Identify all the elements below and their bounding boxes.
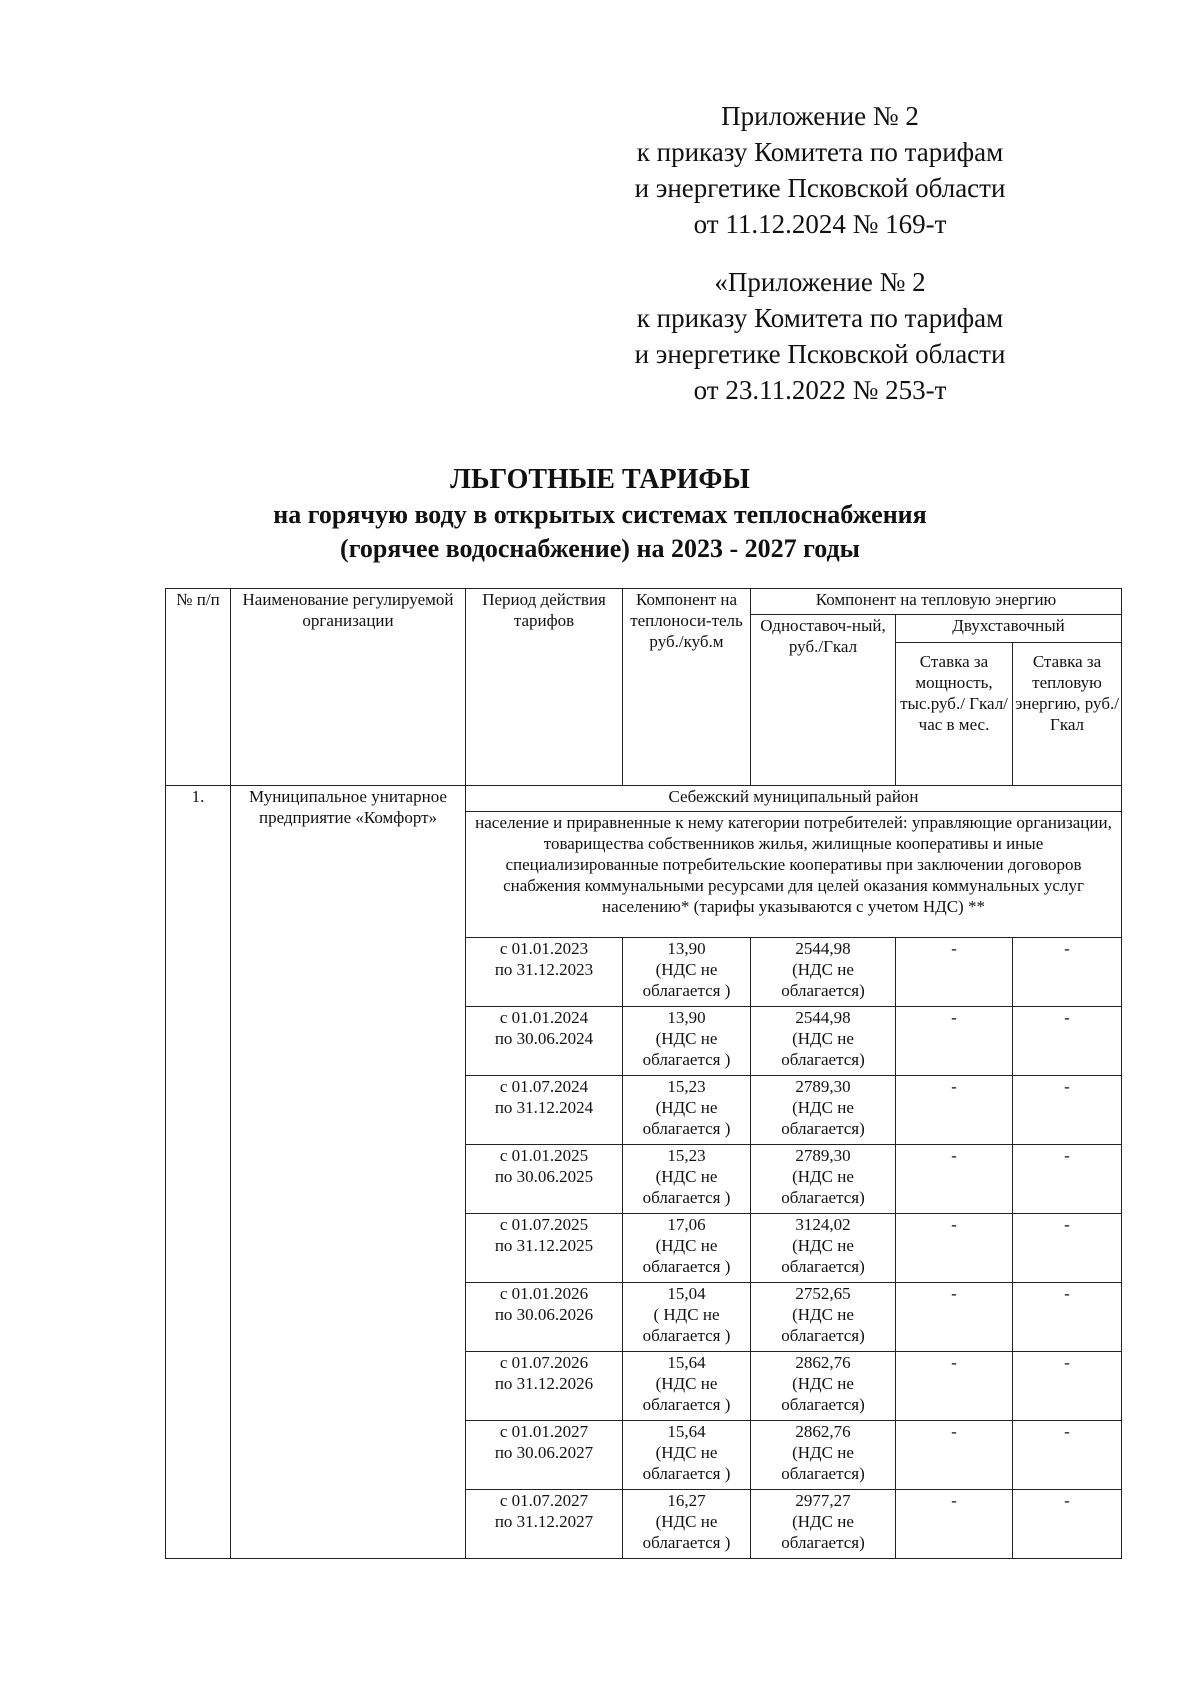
- single-vat-note: (НДС не: [792, 1236, 854, 1255]
- appendix-header-current: [560, 98, 1080, 242]
- single-vat-note-2: облагается): [781, 1533, 865, 1552]
- carrier-vat-note-2: облагается ): [642, 1119, 731, 1138]
- tariff-table: [165, 588, 1122, 1559]
- period-from: с 01.01.2025: [499, 1146, 589, 1165]
- period-cell: [466, 1421, 623, 1490]
- single-vat-note: (НДС не: [792, 1029, 854, 1048]
- period-cell: [466, 1214, 623, 1283]
- capacity-rate-cell: -: [896, 1421, 1013, 1490]
- carrier-value: 16,27: [667, 1491, 706, 1510]
- single-rate-cell: [751, 1283, 896, 1352]
- document-title: [140, 462, 1060, 566]
- period-from: с 01.07.2027: [499, 1491, 589, 1510]
- appendix-authority-line: и энергетике Псковской области: [634, 173, 1006, 203]
- single-rate-cell: [751, 1214, 896, 1283]
- single-rate-value: 2544,98: [795, 939, 851, 958]
- appendix-header-original: [560, 264, 1080, 408]
- carrier-vat-note: (НДС не: [655, 1098, 718, 1117]
- single-rate-value: 2752,65: [795, 1284, 851, 1303]
- period-cell: [466, 1076, 623, 1145]
- single-rate-value: 3124,02: [795, 1215, 851, 1234]
- single-vat-note-2: облагается): [781, 981, 865, 1000]
- single-vat-note-2: облагается): [781, 1257, 865, 1276]
- carrier-vat-note: (НДС не: [655, 1167, 718, 1186]
- single-rate-value: 2862,76: [795, 1353, 851, 1372]
- period-from: с 01.01.2027: [499, 1422, 589, 1441]
- single-rate-cell: [751, 1352, 896, 1421]
- single-rate-cell: [751, 938, 896, 1007]
- single-rate-cell: [751, 1007, 896, 1076]
- carrier-vat-note-2: облагается ): [642, 1326, 731, 1345]
- single-vat-note-2: облагается): [781, 1326, 865, 1345]
- single-vat-note-2: облагается): [781, 1188, 865, 1207]
- carrier-cell: [623, 1076, 751, 1145]
- period-to: по 30.06.2025: [494, 1167, 594, 1186]
- title-subtitle-2: (горячее водоснабжение) на 2023 - 2027 годы: [340, 534, 860, 563]
- carrier-cell: [623, 1352, 751, 1421]
- period-from: с 01.07.2025: [499, 1215, 589, 1234]
- carrier-cell: [623, 1145, 751, 1214]
- capacity-rate-cell: -: [896, 1490, 1013, 1559]
- carrier-vat-note-2: облагается ): [642, 1188, 731, 1207]
- carrier-vat-note-2: облагается ): [642, 1050, 731, 1069]
- period-from: с 01.01.2026: [499, 1284, 589, 1303]
- carrier-vat-note-2: облагается ): [642, 1533, 731, 1552]
- capacity-rate-cell: -: [896, 1352, 1013, 1421]
- thermal-rate-cell: -: [1013, 1490, 1122, 1559]
- carrier-vat-note: (НДС не: [655, 1512, 718, 1531]
- single-vat-note: (НДС не: [792, 1098, 854, 1117]
- single-vat-note-2: облагается): [781, 1464, 865, 1483]
- consumer-category: население и приравненные к нему категории потребителей: управляющие организации, товарищества собственников жилья, жилищные кооперативы и иные специализированные потребительские кооперативы при заключении договоров снабжения коммунальными ресурсами для целей оказания коммунальных услуг населению* (тарифы указываются с учетом НДС) **: [466, 812, 1122, 938]
- appendix-title: Приложение № 2: [721, 101, 919, 131]
- period-to: по 30.06.2024: [494, 1029, 594, 1048]
- appendix-order-line: к приказу Комитета по тарифам: [636, 303, 1004, 333]
- thermal-rate-cell: -: [1013, 1214, 1122, 1283]
- header-carrier: Компонент на теплоноси-тель руб./куб.м: [623, 589, 751, 786]
- single-vat-note: (НДС не: [792, 1374, 854, 1393]
- carrier-cell: [623, 1283, 751, 1352]
- period-cell: [466, 1145, 623, 1214]
- single-rate-cell: [751, 1076, 896, 1145]
- period-cell: [466, 1283, 623, 1352]
- capacity-rate-cell: -: [896, 1076, 1013, 1145]
- single-vat-note-2: облагается): [781, 1050, 865, 1069]
- single-rate-value: 2862,76: [795, 1422, 851, 1441]
- period-from: с 01.07.2024: [499, 1077, 589, 1096]
- period-to: по 31.12.2023: [494, 960, 594, 979]
- title-main: ЛЬГОТНЫЕ ТАРИФЫ: [450, 464, 750, 495]
- period-to: по 30.06.2026: [494, 1305, 594, 1324]
- capacity-rate-cell: -: [896, 1145, 1013, 1214]
- period-from: с 01.01.2024: [499, 1008, 589, 1027]
- period-to: по 31.12.2025: [494, 1236, 594, 1255]
- title-subtitle-1: на горячую воду в открытых системах теплоснабжения: [273, 500, 927, 529]
- carrier-cell: [623, 1490, 751, 1559]
- period-cell: [466, 1490, 623, 1559]
- appendix-date-line: от 11.12.2024 № 169-т: [693, 209, 947, 239]
- capacity-rate-cell: -: [896, 1214, 1013, 1283]
- carrier-vat-note-2: облагается ): [642, 1395, 731, 1414]
- appendix-date-line: от 23.11.2022 № 253-т: [693, 375, 947, 405]
- thermal-rate-cell: -: [1013, 1076, 1122, 1145]
- header-two-rate: Двухставочный: [896, 615, 1122, 643]
- period-from: с 01.01.2023: [499, 939, 589, 958]
- period-to: по 31.12.2027: [494, 1512, 594, 1531]
- single-rate-value: 2977,27: [795, 1491, 851, 1510]
- single-rate-value: 2789,30: [795, 1146, 851, 1165]
- period-cell: [466, 1007, 623, 1076]
- carrier-vat-note-2: облагается ): [642, 1257, 731, 1276]
- carrier-vat-note: (НДС не: [655, 1236, 718, 1255]
- single-rate-value: 2544,98: [795, 1008, 851, 1027]
- appendix-authority-line: и энергетике Псковской области: [634, 339, 1006, 369]
- organization-name: Муниципальное унитарное предприятие «Комфорт»: [231, 786, 466, 1559]
- single-vat-note: (НДС не: [792, 1167, 854, 1186]
- carrier-cell: [623, 1007, 751, 1076]
- carrier-cell: [623, 1421, 751, 1490]
- capacity-rate-cell: -: [896, 938, 1013, 1007]
- header-period: Период действия тарифов: [466, 589, 623, 786]
- single-vat-note: (НДС не: [792, 1512, 854, 1531]
- carrier-vat-note-2: облагается ): [642, 981, 731, 1000]
- carrier-vat-note: (НДС не: [655, 960, 718, 979]
- single-rate-cell: [751, 1421, 896, 1490]
- appendix-title: «Приложение № 2: [714, 267, 926, 297]
- carrier-value: 15,64: [667, 1353, 706, 1372]
- thermal-rate-cell: -: [1013, 1007, 1122, 1076]
- row-number: 1.: [166, 786, 231, 1559]
- period-to: по 31.12.2026: [494, 1374, 594, 1393]
- thermal-rate-cell: -: [1013, 1145, 1122, 1214]
- period-to: по 30.06.2027: [494, 1443, 594, 1462]
- single-vat-note-2: облагается): [781, 1119, 865, 1138]
- appendix-order-line: к приказу Комитета по тарифам: [636, 137, 1004, 167]
- carrier-value: 15,23: [667, 1146, 706, 1165]
- period-cell: [466, 938, 623, 1007]
- single-rate-cell: [751, 1490, 896, 1559]
- single-rate-cell: [751, 1145, 896, 1214]
- capacity-rate-cell: -: [896, 1283, 1013, 1352]
- carrier-value: 15,04: [667, 1284, 706, 1303]
- carrier-value: 15,64: [667, 1422, 706, 1441]
- carrier-value: 17,06: [667, 1215, 706, 1234]
- carrier-cell: [623, 1214, 751, 1283]
- carrier-vat-note: (НДС не: [655, 1374, 718, 1393]
- carrier-vat-note: (НДС не: [655, 1029, 718, 1048]
- header-organization: Наименование регулируемой организации: [231, 589, 466, 786]
- single-vat-note: (НДС не: [792, 1443, 854, 1462]
- carrier-value: 15,23: [667, 1077, 706, 1096]
- carrier-vat-note: (НДС не: [655, 1443, 718, 1462]
- header-thermal-rate: Ставка за тепловую энергию, руб./Гкал: [1013, 643, 1122, 786]
- single-rate-value: 2789,30: [795, 1077, 851, 1096]
- header-single-rate: Одноставоч-ный, руб./Гкал: [751, 615, 896, 786]
- carrier-vat-note: ( НДС не: [653, 1305, 720, 1324]
- single-vat-note-2: облагается): [781, 1395, 865, 1414]
- single-vat-note: (НДС не: [792, 960, 854, 979]
- header-energy: Компонент на тепловую энергию: [751, 589, 1122, 615]
- carrier-cell: [623, 938, 751, 1007]
- district-name: Себежский муниципальный район: [466, 786, 1122, 812]
- carrier-vat-note-2: облагается ): [642, 1464, 731, 1483]
- thermal-rate-cell: -: [1013, 938, 1122, 1007]
- period-from: с 01.07.2026: [499, 1353, 589, 1372]
- thermal-rate-cell: -: [1013, 1421, 1122, 1490]
- thermal-rate-cell: -: [1013, 1352, 1122, 1421]
- header-num: № п/п: [166, 589, 231, 786]
- period-to: по 31.12.2024: [494, 1098, 594, 1117]
- carrier-value: 13,90: [667, 1008, 706, 1027]
- carrier-value: 13,90: [667, 939, 706, 958]
- header-capacity-rate: Ставка за мощность, тыс.руб./ Гкал/час в мес.: [896, 643, 1013, 786]
- thermal-rate-cell: -: [1013, 1283, 1122, 1352]
- single-vat-note: (НДС не: [792, 1305, 854, 1324]
- period-cell: [466, 1352, 623, 1421]
- capacity-rate-cell: -: [896, 1007, 1013, 1076]
